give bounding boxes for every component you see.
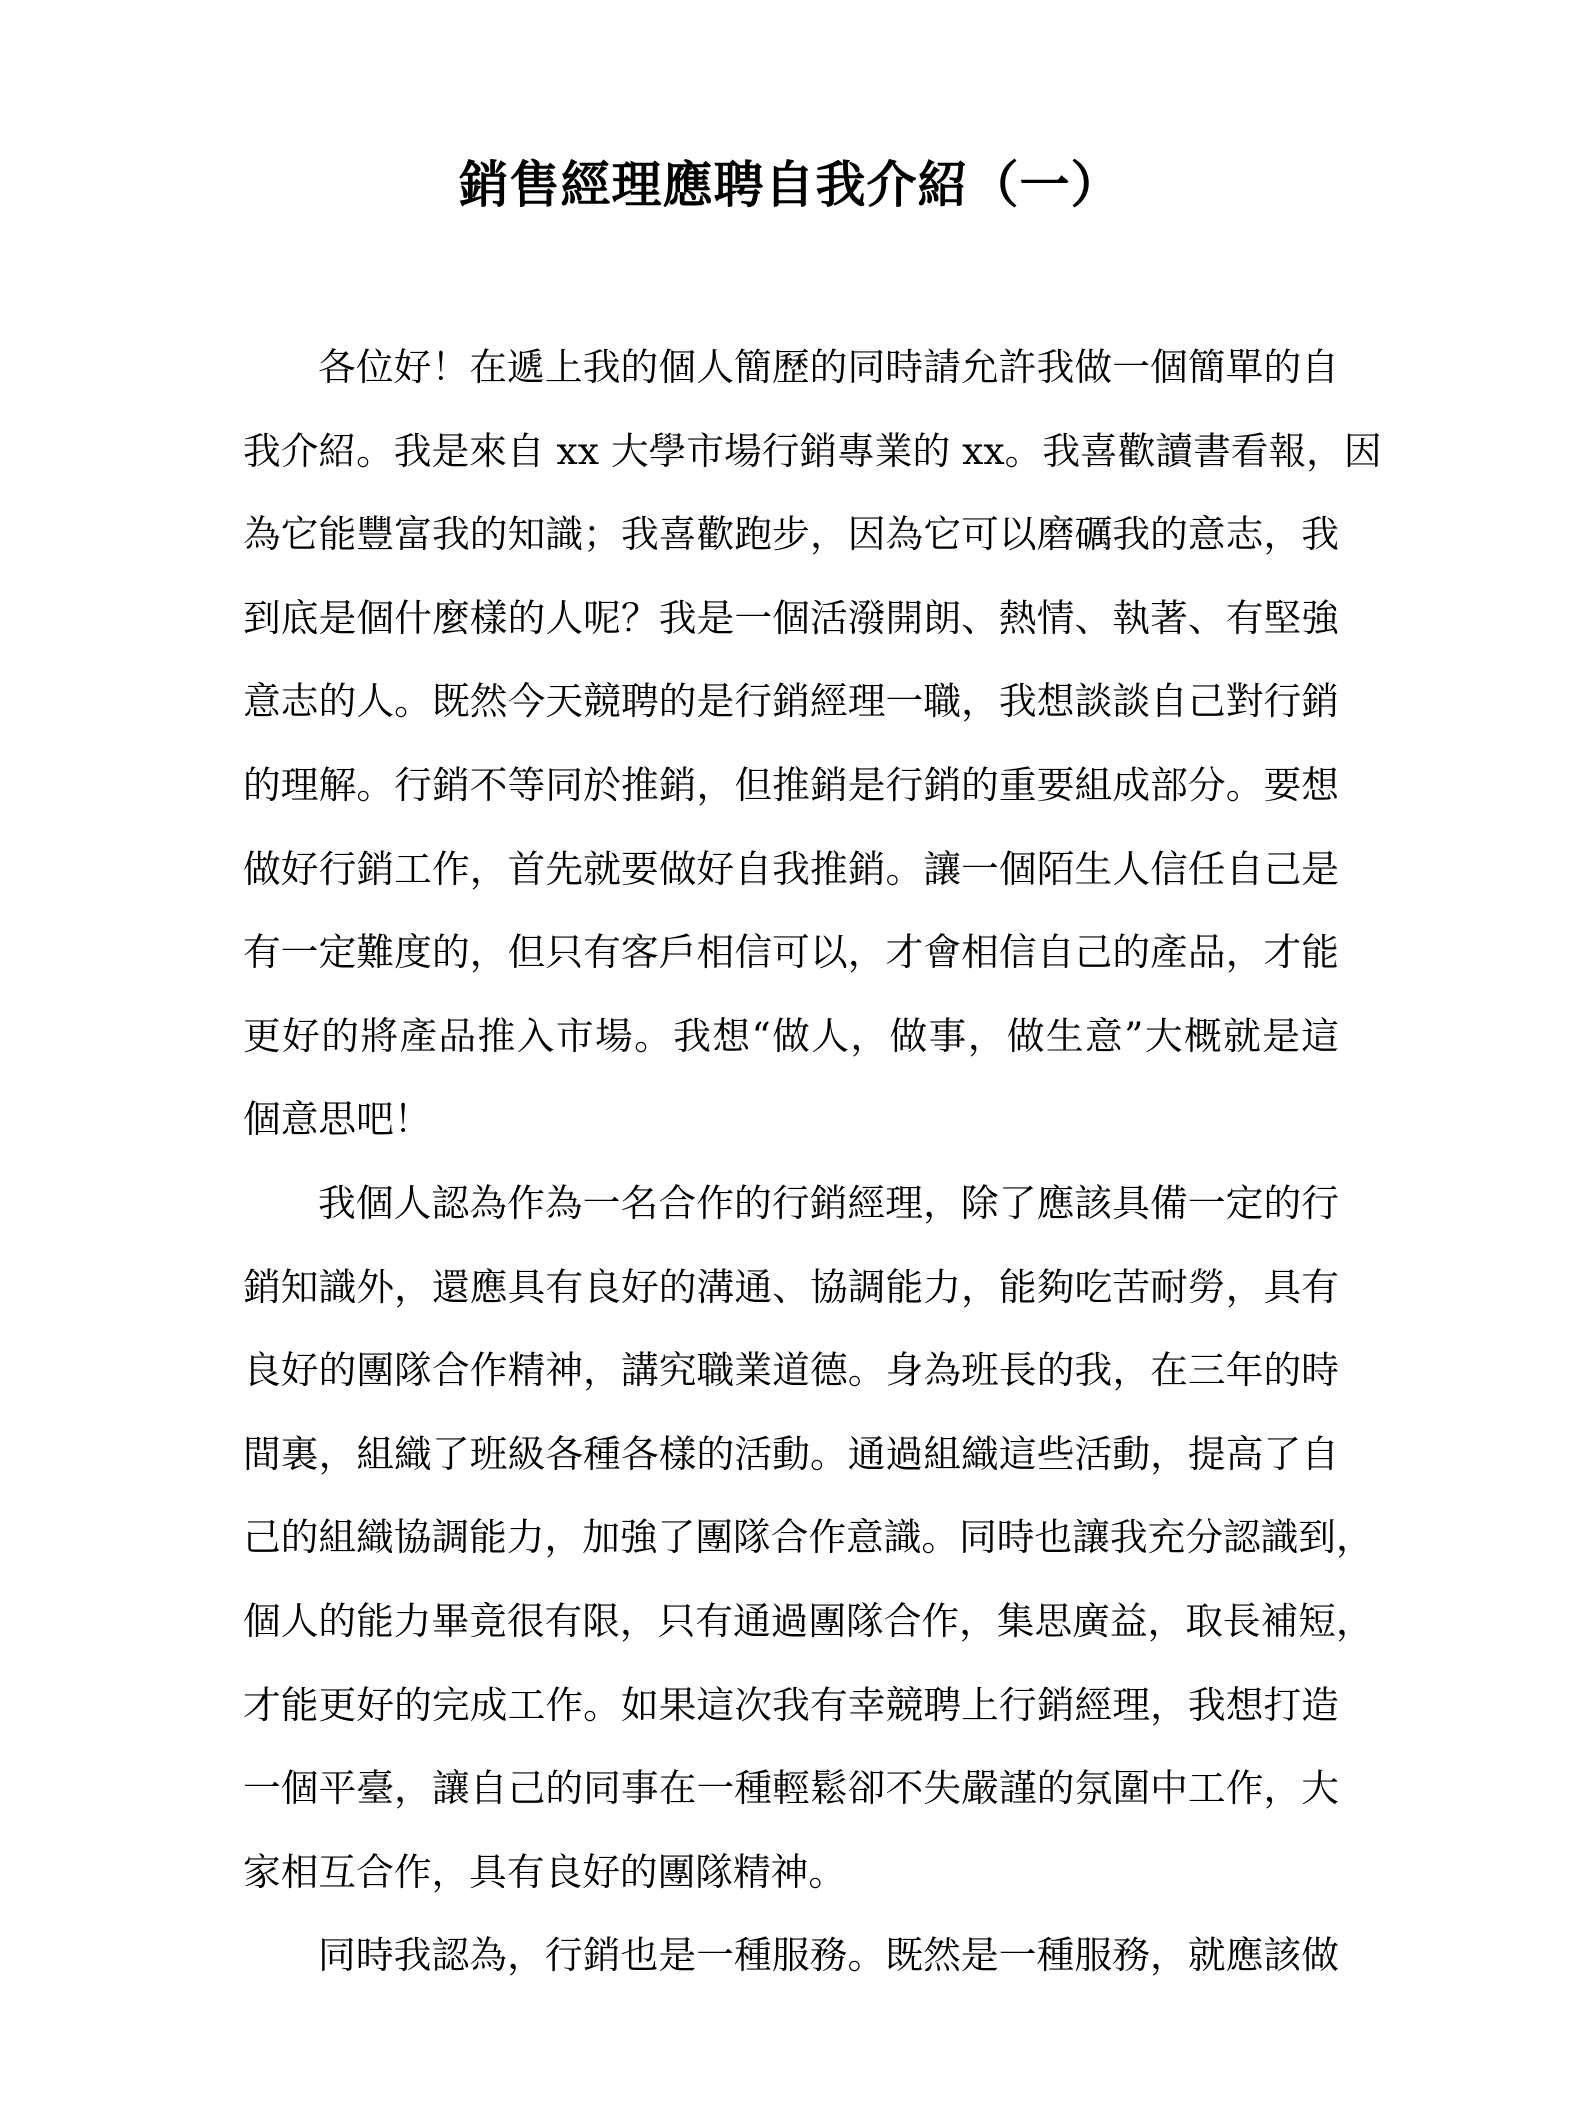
text-line: 有一定難度的，但只有客戶相信可以，才會相信自己的產品，才能 [243, 930, 1339, 975]
text-line: 個人的能力畢竟很有限，只有通過團隊合作，集思廣益，取長補短， [243, 1598, 1374, 1643]
text-line: 我個人認為作為一名合作的行銷經理，除了應該具備一定的行 [318, 1180, 1339, 1225]
text-line: 做好行銷工作，首先就要做好自我推銷。讓一個陌生人信任自己是 [243, 846, 1339, 891]
text-line: 家相互合作，具有良好的團隊精神。 [243, 1849, 847, 1894]
text-line: 的理解。行銷不等同於推銷，但推銷是行銷的重要組成部分。要想 [243, 762, 1339, 807]
document-body [243, 326, 1382, 1998]
paragraph-2 [243, 1162, 1374, 1914]
text-line: 各位好！在遞上我的個人簡歷的同時請允許我做一個簡單的自 [318, 345, 1339, 389]
text-line: 意志的人。既然今天競聘的是行銷經理一職，我想談談自己對行銷 [243, 679, 1339, 724]
text-line: 才能更好的完成工作。如果這次我有幸競聘上行銷經理，我想打造 [243, 1682, 1339, 1727]
text-line: 到底是個什麼樣的人呢？我是一個活潑開朗、熱情、執著、有堅強 [243, 595, 1339, 640]
text-line: 同時我認為，行銷也是一種服務。既然是一種服務，就應該做 [318, 1933, 1339, 1978]
text-line: 個意思吧！ [243, 1097, 432, 1142]
paragraph-1 [243, 326, 1382, 1162]
text-line: 良好的團隊合作精神，講究職業道德。身為班長的我，在三年的時 [243, 1348, 1339, 1393]
text-line: 己的組織協調能力，加強了團隊合作意識。同時也讓我充分認識到， [243, 1515, 1374, 1560]
text-line: 銷知識外，還應具有良好的溝通、協調能力，能夠吃苦耐勞，具有 [243, 1264, 1339, 1309]
text-line: 我介紹。我是來自 xx 大學市場行銷專業的 xx。我喜歡讀書看報，因 [243, 428, 1382, 473]
text-line: 為它能豐富我的知識；我喜歡跑步，因為它可以磨礪我的意志，我 [243, 512, 1339, 557]
text-line: 間裏，組織了班級各種各樣的活動。通過組織這些活動，提高了自 [243, 1431, 1339, 1476]
text-line: 更好的將產品推入市場。我想“做人，做事，做生意”大概就是這 [243, 1013, 1339, 1058]
paragraph-3 [243, 1914, 1339, 1998]
document-title: 銷售經理應聘自我介紹（一） [458, 155, 1122, 214]
text-line: 一個平臺，讓自己的同事在一種輕鬆卻不失嚴謹的氛圍中工作，大 [243, 1766, 1339, 1811]
